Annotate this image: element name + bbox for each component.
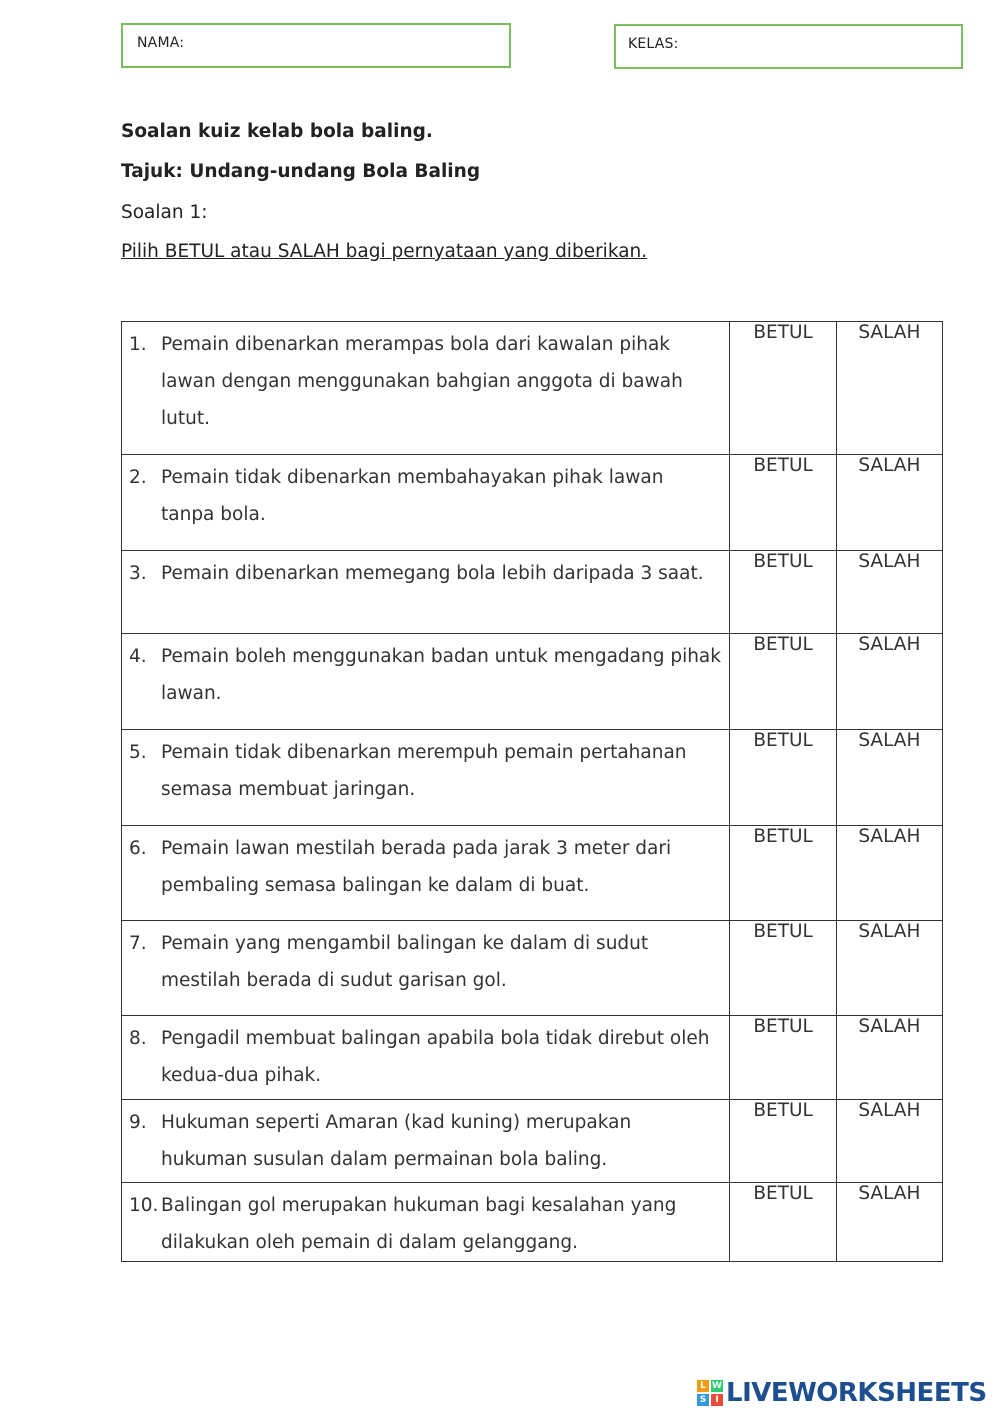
quiz-row: [122, 551, 943, 634]
statement-cell: [122, 1100, 730, 1183]
statement-text: Pemain tidak dibenarkan merempuh pemain pertahanan semasa membuat jaringan.: [161, 742, 687, 800]
statement-text: Pemain tidak dibenarkan membahayakan pihak lawan tanpa bola.: [161, 467, 664, 525]
quiz-row: [122, 826, 943, 921]
logo-tile: W: [712, 1381, 722, 1391]
quiz-row: [122, 322, 943, 455]
option-salah[interactable]: SALAH: [836, 1100, 942, 1183]
statement-text: Pemain lawan mestilah berada pada jarak 3 meter dari pembaling semasa balingan ke dalam di buat.: [161, 838, 672, 896]
class-field-label: KELAS:: [628, 36, 679, 52]
quiz-row: [122, 455, 943, 551]
option-betul[interactable]: BETUL: [730, 551, 836, 634]
statement-number: 4.: [129, 646, 147, 667]
logo-mark-icon: [697, 1380, 723, 1406]
quiz-table: [121, 321, 943, 1262]
quiz-row: [122, 921, 943, 1016]
statement-number: 6.: [129, 838, 147, 859]
option-betul[interactable]: BETUL: [730, 1100, 836, 1183]
option-salah[interactable]: SALAH: [836, 730, 942, 826]
class-field[interactable]: [614, 24, 963, 69]
logo-text: LIVEWORKSHEETS: [726, 1378, 987, 1408]
statement-cell: [122, 551, 730, 634]
statement-cell: [122, 1016, 730, 1100]
option-salah[interactable]: SALAH: [836, 322, 942, 455]
option-betul[interactable]: BETUL: [730, 634, 836, 730]
statement-text: Pemain dibenarkan memegang bola lebih daripada 3 saat.: [161, 563, 704, 584]
option-salah[interactable]: SALAH: [836, 1183, 942, 1262]
statement-text: Pemain yang mengambil balingan ke dalam di sudut mestilah berada di sudut garisan gol.: [161, 933, 649, 991]
statement-text: Balingan gol merupakan hukuman bagi kesalahan yang dilakukan oleh pemain di dalam gelanggang.: [161, 1195, 677, 1253]
name-field[interactable]: [121, 23, 511, 68]
statement-text: Pemain dibenarkan merampas bola dari kawalan pihak lawan dengan menggunakan bahgian anggota di bawah lutut.: [161, 334, 683, 429]
statement-cell: [122, 730, 730, 826]
option-betul[interactable]: BETUL: [730, 921, 836, 1016]
statement-number: 8.: [129, 1028, 147, 1049]
option-salah[interactable]: SALAH: [836, 921, 942, 1016]
option-betul[interactable]: BETUL: [730, 826, 836, 921]
logo-tile: S: [697, 1394, 709, 1406]
statement-cell: [122, 455, 730, 551]
quiz-topic: Tajuk: Undang-undang Bola Baling: [121, 161, 481, 182]
statement-number: 2.: [129, 467, 147, 488]
quiz-row: [122, 634, 943, 730]
option-salah[interactable]: SALAH: [836, 1016, 942, 1100]
statement-cell: [122, 634, 730, 730]
statement-cell: [122, 1183, 730, 1262]
option-salah[interactable]: SALAH: [836, 551, 942, 634]
liveworksheets-logo: [697, 1378, 987, 1408]
statement-cell: [122, 322, 730, 455]
statement-number: 7.: [129, 933, 147, 954]
statement-number: 3.: [129, 563, 147, 584]
statement-text: Hukuman seperti Amaran (kad kuning) merupakan hukuman susulan dalam permainan bola baling.: [161, 1112, 632, 1170]
logo-tile: L: [697, 1380, 709, 1392]
instruction-text: Pilih BETUL atau SALAH bagi pernyataan yang diberikan.: [121, 241, 648, 262]
quiz-title: Soalan kuiz kelab bola baling.: [121, 121, 433, 142]
name-field-label: NAMA:: [137, 35, 185, 51]
question-label: Soalan 1:: [121, 202, 208, 223]
statement-text: Pengadil membuat balingan apabila bola tidak direbut oleh kedua-dua pihak.: [161, 1028, 710, 1086]
logo-tile: I: [711, 1394, 723, 1406]
quiz-row: [122, 730, 943, 826]
statement-text: Pemain boleh menggunakan badan untuk mengadang pihak lawan.: [161, 646, 721, 704]
statement-number: 10.: [129, 1195, 159, 1216]
option-betul[interactable]: BETUL: [730, 322, 836, 455]
statement-cell: [122, 921, 730, 1016]
statement-number: 1.: [129, 334, 147, 355]
statement-cell: [122, 826, 730, 921]
quiz-row: [122, 1016, 943, 1100]
statement-number: 9.: [129, 1112, 147, 1133]
option-salah[interactable]: SALAH: [836, 826, 942, 921]
option-betul[interactable]: BETUL: [730, 1183, 836, 1262]
option-betul[interactable]: BETUL: [730, 455, 836, 551]
option-salah[interactable]: SALAH: [836, 634, 942, 730]
option-betul[interactable]: BETUL: [730, 730, 836, 826]
quiz-row: [122, 1183, 943, 1262]
statement-number: 5.: [129, 742, 147, 763]
quiz-row: [122, 1100, 943, 1183]
option-betul[interactable]: BETUL: [730, 1016, 836, 1100]
option-salah[interactable]: SALAH: [836, 455, 942, 551]
